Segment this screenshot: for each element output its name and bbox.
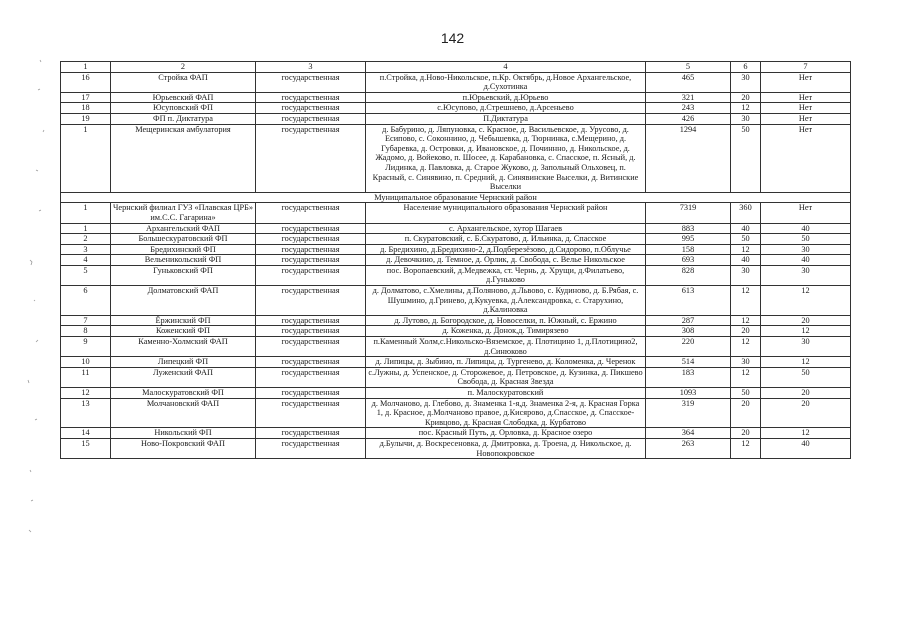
extra-value: 40: [761, 255, 851, 266]
ownership-type: государственная: [256, 367, 366, 387]
capacity-value: 12: [731, 367, 761, 387]
ownership-type: государственная: [256, 398, 366, 428]
population-served: 263: [646, 438, 731, 458]
ownership-type: государственная: [256, 337, 366, 357]
facilities-table: [60, 61, 851, 459]
capacity-value: 50: [731, 388, 761, 399]
service-area: д. Долматово, с.Хмелины, д.Поляново, д.Львово, с. Кудиново, д. Б.Рябая, с. Шушмино, д.Гринево, д.Кукуевка, д.Александровка, с. Старухино, д.Калиновка: [366, 286, 646, 316]
capacity-value: 12: [731, 315, 761, 326]
extra-value: Нет: [761, 113, 851, 124]
population-served: 995: [646, 234, 731, 245]
facility-name: Липецкий ФП: [111, 357, 256, 368]
population-served: 1093: [646, 388, 731, 399]
table-row: [61, 326, 851, 337]
extra-value: Нет: [761, 203, 851, 223]
extra-value: 20: [761, 398, 851, 428]
column-number: 1: [61, 62, 111, 73]
facility-name: Мещеринская амбулатория: [111, 124, 256, 192]
facility-name: Долматовский ФАП: [111, 286, 256, 316]
row-number: 14: [61, 428, 111, 439]
ownership-type: государственная: [256, 286, 366, 316]
extra-value: Нет: [761, 103, 851, 114]
table-row: [61, 265, 851, 285]
capacity-value: 50: [731, 124, 761, 192]
table-row: [61, 337, 851, 357]
column-number: 6: [731, 62, 761, 73]
table-row: [61, 357, 851, 368]
service-area: Население муниципального образования Чернский район: [366, 203, 646, 223]
extra-value: 12: [761, 286, 851, 316]
ownership-type: государственная: [256, 265, 366, 285]
service-area: д. Лутово, д. Богородское, д. Новоселки, п. Южный, с. Ержино: [366, 315, 646, 326]
facility-name: Каменно-Холмский ФАП: [111, 337, 256, 357]
facility-name: Ёржинский ФП: [111, 315, 256, 326]
service-area: д.Булычи, д. Воскресеновка, д. Дмитровка, д. Троена, д. Никольское, д. Новопокровское: [366, 438, 646, 458]
table-row: [61, 244, 851, 255]
table-row: [61, 234, 851, 245]
row-number: 13: [61, 398, 111, 428]
capacity-value: 50: [731, 234, 761, 245]
facility-name: Юрьевский ФАП: [111, 92, 256, 103]
table-row: [61, 113, 851, 124]
population-served: 220: [646, 337, 731, 357]
ownership-type: государственная: [256, 113, 366, 124]
column-number: 2: [111, 62, 256, 73]
facility-name: Юсуповский ФП: [111, 103, 256, 114]
extra-value: 20: [761, 388, 851, 399]
section-title: Муниципальное образование Чернский район: [61, 192, 851, 203]
population-served: 465: [646, 72, 731, 92]
row-number: 8: [61, 326, 111, 337]
facility-name: Коженский ФП: [111, 326, 256, 337]
ownership-type: государственная: [256, 326, 366, 337]
service-area: д. Бредихино, д.Бредихино-2, д.Подберезёзово, д.Сидорово, п.Облучье: [366, 244, 646, 255]
extra-value: 12: [761, 357, 851, 368]
capacity-value: 30: [731, 113, 761, 124]
service-area: пос. Воропаевский, д.Медвежка, ст. Чернь, д. Хрущи, д.Филатьево, д.Гуньково: [366, 265, 646, 285]
population-served: 321: [646, 92, 731, 103]
row-number: 9: [61, 337, 111, 357]
capacity-value: 20: [731, 92, 761, 103]
population-served: 7319: [646, 203, 731, 223]
ownership-type: государственная: [256, 428, 366, 439]
table-row: [61, 367, 851, 387]
facility-name: Малоскуратовский ФП: [111, 388, 256, 399]
row-number: 1: [61, 223, 111, 234]
row-number: 1: [61, 203, 111, 223]
table-row: [61, 203, 851, 223]
service-area: д. Молчаново, д. Глебово, д. Знаменка 1-я,д. Знаменка 2-я, д. Красная Горка 1, д. Красное, д.Молчаново правое, д.Кисярово, д.Спасское, д. Спасское-Кривцово, д. Красная Слободка, д. Курбатово: [366, 398, 646, 428]
row-number: 4: [61, 255, 111, 266]
capacity-value: 40: [731, 223, 761, 234]
row-number: 17: [61, 92, 111, 103]
table-row: [61, 223, 851, 234]
facility-name: Гуньковский ФП: [111, 265, 256, 285]
population-served: 183: [646, 367, 731, 387]
capacity-value: 30: [731, 265, 761, 285]
ownership-type: государственная: [256, 315, 366, 326]
facility-name: Вельеникольский ФП: [111, 255, 256, 266]
capacity-value: 20: [731, 326, 761, 337]
capacity-value: 40: [731, 255, 761, 266]
population-served: 364: [646, 428, 731, 439]
extra-value: 30: [761, 244, 851, 255]
row-number: 15: [61, 438, 111, 458]
section-row: [61, 192, 851, 203]
ownership-type: государственная: [256, 244, 366, 255]
facility-name: Молчановский ФАП: [111, 398, 256, 428]
extra-value: 30: [761, 337, 851, 357]
row-number: 16: [61, 72, 111, 92]
ownership-type: государственная: [256, 124, 366, 192]
service-area: П.Диктатура: [366, 113, 646, 124]
service-area: д. Липицы, д. Зыбино, п. Липицы, д. Тургенево, д. Коломенка, д. Черенок: [366, 357, 646, 368]
service-area: с. Архангельское, хутор Шагаев: [366, 223, 646, 234]
column-number: 4: [366, 62, 646, 73]
facility-name: Чернский филиал ГУЗ «Плавская ЦРБ» им.С.С. Гагарина»: [111, 203, 256, 223]
ownership-type: государственная: [256, 438, 366, 458]
population-served: 243: [646, 103, 731, 114]
row-number: 6: [61, 286, 111, 316]
ownership-type: государственная: [256, 203, 366, 223]
row-number: 10: [61, 357, 111, 368]
ownership-type: государственная: [256, 92, 366, 103]
row-number: 19: [61, 113, 111, 124]
column-number: 7: [761, 62, 851, 73]
population-served: 1294: [646, 124, 731, 192]
extra-value: 50: [761, 234, 851, 245]
table-row: [61, 103, 851, 114]
population-served: 828: [646, 265, 731, 285]
facility-name: Большескуратовский ФП: [111, 234, 256, 245]
ownership-type: государственная: [256, 388, 366, 399]
table-row: [61, 286, 851, 316]
table-row: [61, 438, 851, 458]
extra-value: Нет: [761, 72, 851, 92]
table-row: [61, 388, 851, 399]
facility-name: Стройка ФАП: [111, 72, 256, 92]
column-number: 3: [256, 62, 366, 73]
row-number: 7: [61, 315, 111, 326]
ownership-type: государственная: [256, 357, 366, 368]
extra-value: 50: [761, 367, 851, 387]
population-served: 613: [646, 286, 731, 316]
row-number: 5: [61, 265, 111, 285]
service-area: п.Каменный Холм,с.Никольско-Вяземское, д. Плотицино 1, д.Плотицино2, д.Синюково: [366, 337, 646, 357]
ownership-type: государственная: [256, 255, 366, 266]
ownership-type: государственная: [256, 72, 366, 92]
service-area: д. Коженка, д. Донок,д. Тимирязево: [366, 326, 646, 337]
population-served: 308: [646, 326, 731, 337]
column-number-row: [61, 62, 851, 73]
extra-value: 30: [761, 265, 851, 285]
extra-value: 20: [761, 315, 851, 326]
extra-value: Нет: [761, 124, 851, 192]
table-row: [61, 315, 851, 326]
ownership-type: государственная: [256, 103, 366, 114]
capacity-value: 360: [731, 203, 761, 223]
population-served: 158: [646, 244, 731, 255]
column-number: 5: [646, 62, 731, 73]
capacity-value: 30: [731, 72, 761, 92]
ownership-type: государственная: [256, 234, 366, 245]
extra-value: 12: [761, 326, 851, 337]
service-area: с.Лужны, д. Успенское, д. Сторожевое, д. Петровское, д. Кузинка, д. Пикшево Свобода, д. Красная Звезда: [366, 367, 646, 387]
page-number: 142: [440, 30, 465, 46]
population-served: 514: [646, 357, 731, 368]
table-row: [61, 72, 851, 92]
row-number: 2: [61, 234, 111, 245]
facility-name: Никольский ФП: [111, 428, 256, 439]
facility-name: Архангельский ФАП: [111, 223, 256, 234]
extra-value: 12: [761, 428, 851, 439]
service-area: с.Юсупово, д.Стрешнево, д.Арсеньево: [366, 103, 646, 114]
facility-name: Луженский ФАП: [111, 367, 256, 387]
capacity-value: 12: [731, 438, 761, 458]
population-served: 426: [646, 113, 731, 124]
capacity-value: 12: [731, 337, 761, 357]
row-number: 12: [61, 388, 111, 399]
facility-name: Ново-Покровский ФАП: [111, 438, 256, 458]
table-row: [61, 92, 851, 103]
row-number: 1: [61, 124, 111, 192]
table-row: [61, 255, 851, 266]
population-served: 883: [646, 223, 731, 234]
service-area: пос. Красный Путь, д. Орловка, д. Красное озеро: [366, 428, 646, 439]
facility-name: ФП п. Диктатура: [111, 113, 256, 124]
table-row: [61, 124, 851, 192]
service-area: д. Бабурино, д. Ляпуновка, с. Красное, д. Васильевское, д. Урусово, д. Есипово, с. Соконнино, д. Чебышевка, д. Тюрнинка, с.Мещерино, д. Губаревка, д. Островки, д. Ивановское, д. Починнно, д. Никольское, д. Жадомо, д. Войеково, п. Шосее, д. Карабановка, с. Спасское, п. Ясный, д. Лидинка, д. Павловка, д. Старое Жуково, д. Запольный Ольховец, п. Красный, с. Синявино, п. Средний, д. Синявинские Выселки, д. Витинские Выселки: [366, 124, 646, 192]
service-area: п.Юрьевский, д.Юрьево: [366, 92, 646, 103]
ownership-type: государственная: [256, 223, 366, 234]
extra-value: Нет: [761, 92, 851, 103]
facility-name: Бредихинский ФП: [111, 244, 256, 255]
service-area: п. Скуратовский, с. Б.Скуратово, д. Ильинка, д. Спасское: [366, 234, 646, 245]
service-area: д. Девочкино, д. Темное, д. Орлик, д. Свобода, с. Велье Никольское: [366, 255, 646, 266]
capacity-value: 12: [731, 103, 761, 114]
row-number: 3: [61, 244, 111, 255]
capacity-value: 30: [731, 357, 761, 368]
row-number: 11: [61, 367, 111, 387]
table-row: [61, 428, 851, 439]
capacity-value: 12: [731, 244, 761, 255]
population-served: 287: [646, 315, 731, 326]
extra-value: 40: [761, 438, 851, 458]
capacity-value: 20: [731, 428, 761, 439]
population-served: 693: [646, 255, 731, 266]
population-served: 319: [646, 398, 731, 428]
capacity-value: 20: [731, 398, 761, 428]
scan-margin-marks: [0, 0, 60, 640]
capacity-value: 12: [731, 286, 761, 316]
service-area: п. Малоскуратовский: [366, 388, 646, 399]
extra-value: 40: [761, 223, 851, 234]
service-area: п.Стройка, д.Ново-Никольское, п.Кр. Октябрь, д.Новое Архангельское, д.Сухотинка: [366, 72, 646, 92]
row-number: 18: [61, 103, 111, 114]
table-row: [61, 398, 851, 428]
